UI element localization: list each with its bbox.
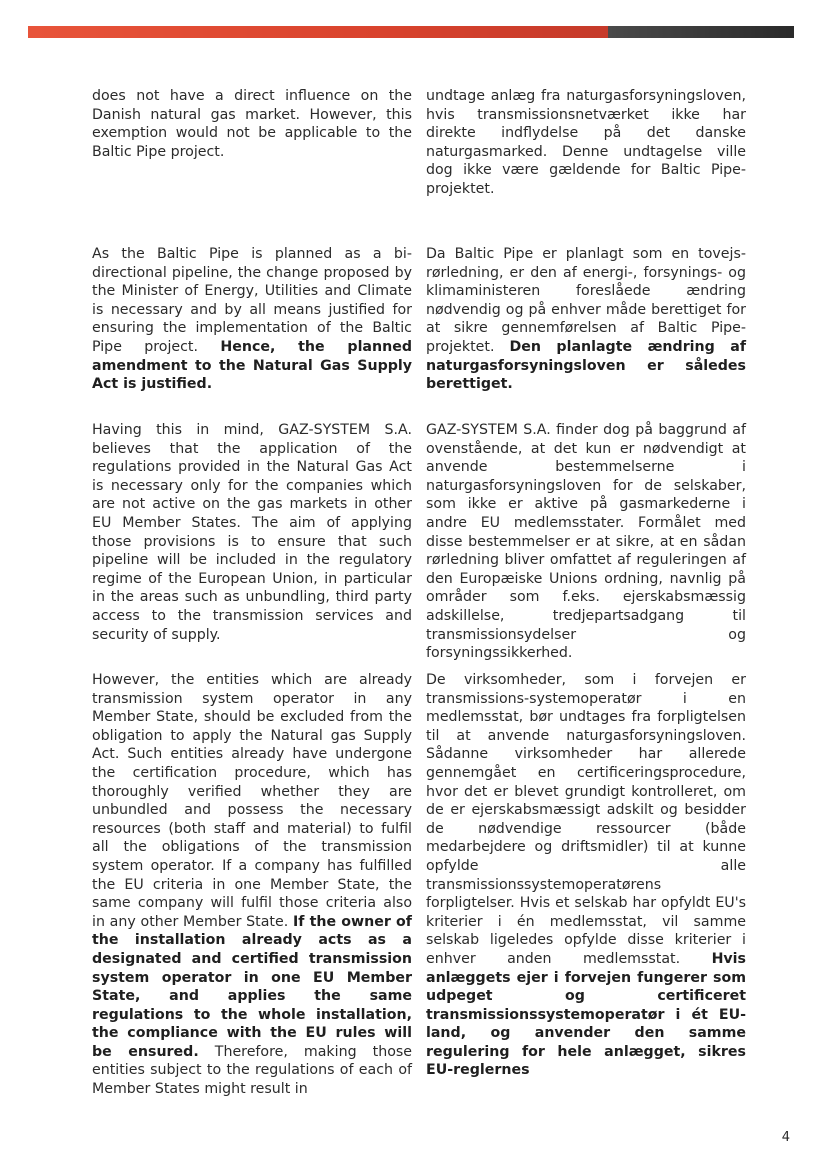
paragraph-bold-text: Hence, the planned amendment to the Natural Gas Supply Act is justified. bbox=[92, 338, 412, 393]
paragraph-bold-text: Hvis anlæggets ejer i forvejen fungerer som udpeget og certificeret transmissionssystemoperatør i ét EU-land, og anvender den samme regulering for hele anlægget, sikres EU-reglernes bbox=[426, 950, 746, 1079]
paragraph-text: However, the entities which are already transmission system operator in any Member State, should be excluded from the obligation to apply the Natural gas Supply Act. Such entities already have undergone the certification procedure, which has thoroughly verified whether they are unbundled and possess the necessary resources (both staff and material) to fulfil all the obligations of the transmission system operator. If a company has fulfilled the EU criteria in one Member State, the same company will fulfil those criteria also in any other Member State. bbox=[92, 672, 412, 930]
english-paragraph-4 bbox=[92, 671, 412, 1099]
paragraph-text: does not have a direct influence on the Danish natural gas market. However, this exemption would not be applicable to the Baltic Pipe project. bbox=[92, 88, 412, 160]
paragraph-text: GAZ-SYSTEM S.A. finder dog på baggrund af ovenstående, at det kun er nødvendigt at anvende bestemmelserne i naturgasforsyningsloven for de selskaber, som ikke er aktive på gasmarkederne i andre EU medlemsstater. Formålet med disse bestemmelser er at sikre, at en sådan rørledning bliver omfattet af reguleringen af den Europæiske Unions ordning, navnlig på områder som f.eks. ejerskabsmæssig adskillelse, tredjepartsadgang til transmissionsydelser og forsyningssikkerhed. bbox=[426, 422, 746, 662]
paragraph-text: Da Baltic Pipe er planlagt som en tovejs-rørledning, er den af energi-, forsynings- og klimaministeren foreslåede ændring nødvendig og på enhver måde berettiget for at sikre gennemførelsen af Baltic Pipe-projektet. bbox=[426, 246, 746, 355]
header-bar-dark bbox=[608, 26, 794, 38]
paragraph-text: Having this in mind, GAZ-SYSTEM S.A. believes that the application of the regulations provided in the Natural Gas Act is necessary only for the companies which are not active on the gas markets in other EU Member States. The aim of applying those provisions is to ensure that such pipeline will be included in the regulatory regime of the European Union, in particular in the areas such as unbundling, third party access to the transmission services and security of supply. bbox=[92, 422, 412, 643]
paragraph-text: As the Baltic Pipe is planned as a bi-directional pipeline, the change proposed by the Minister of Energy, Utilities and Climate is necessary and by all means justified for ensuring the implementation of the Baltic Pipe project. bbox=[92, 246, 412, 355]
danish-paragraph-3 bbox=[426, 421, 746, 663]
english-paragraph-3 bbox=[92, 421, 412, 644]
english-paragraph-2 bbox=[92, 245, 412, 394]
paragraph-bold-text: If the owner of the installation already acts as a designated and certified transmission system operator in one EU Member State, and applies the same regulations to the whole installation, the compliance with the EU rules will be ensured. bbox=[92, 913, 412, 1060]
paragraph-text: De virksomheder, som i forvejen er transmissions-systemoperatør i en medlemsstat, bør undtages fra forpligtelsen til at anvende naturgasforsyningsloven. Sådanne virksomheder har allerede gennemgået en certificeringsprocedure, hvor det er blevet grundigt kontrolleret, om de er ejerskabsmæssigt adskilt og besidder de nødvendige ressourcer (både medarbejdere og driftsmidler) til at kunne opfylde alle transmissionssystemoperatørens forpligtelser. Hvis et selskab har opfyldt EU's kriterier i én medlemsstat, vil samme selskab ligeledes opfylde disse kriterier i enhver anden medlemsstat. bbox=[426, 672, 746, 967]
header-bar-red bbox=[28, 26, 608, 38]
header-color-bar bbox=[28, 26, 794, 38]
danish-paragraph-1 bbox=[426, 87, 746, 199]
paragraph-bold-text: Den planlagte ændring af naturgasforsyningsloven er således berettiget. bbox=[426, 338, 746, 393]
english-paragraph-1 bbox=[92, 87, 412, 161]
paragraph-tail-text: Therefore, making those entities subject to the regulations of each of Member States might result in bbox=[92, 1043, 413, 1098]
page-number: 4 bbox=[781, 1130, 790, 1145]
paragraph-text: undtage anlæg fra naturgasforsyningsloven, hvis transmissionsnetværket ikke har direkte indflydelse på det danske naturgasmarked. Denne undtagelse ville dog ikke være gældende for Baltic Pipe-projektet. bbox=[426, 88, 746, 197]
danish-paragraph-2 bbox=[426, 245, 746, 394]
danish-paragraph-4 bbox=[426, 671, 746, 1080]
